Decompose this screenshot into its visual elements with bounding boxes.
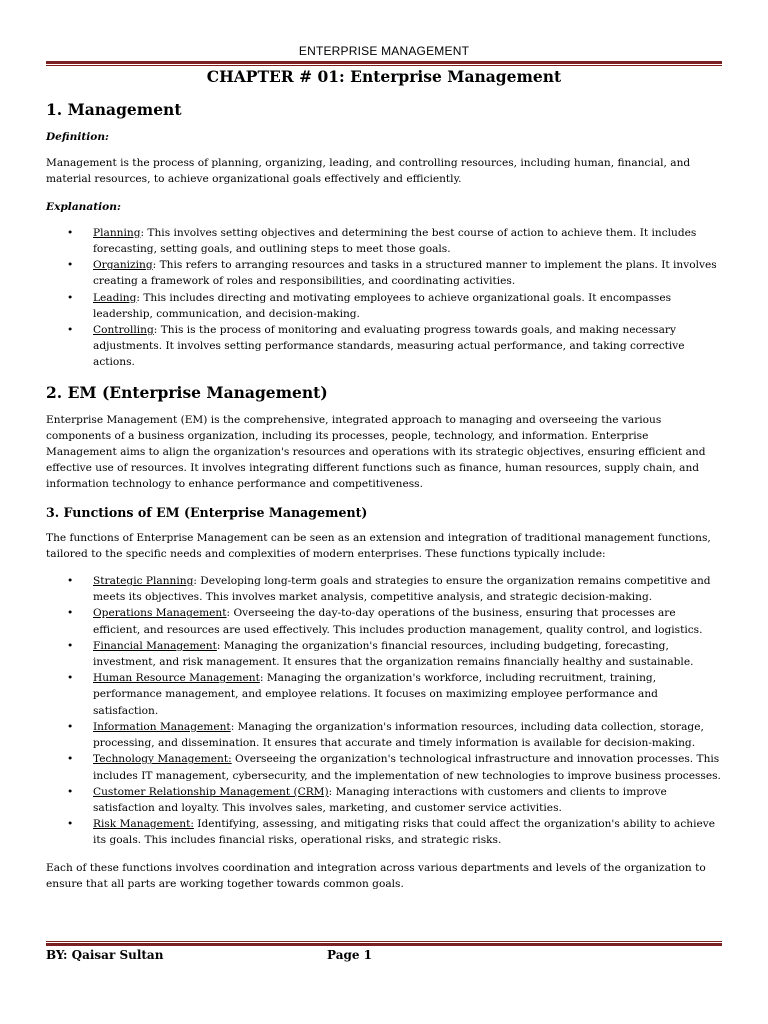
list-item (46, 638, 722, 670)
bullet-icon: • (67, 639, 74, 652)
list-item-text: : Overseeing the day-to-day operations of the business, ensuring that processes are efficient, and resources are used effectively. This includes production management, quality control, and logistics. (93, 607, 703, 636)
list-item-term: Controlling (93, 324, 154, 337)
list-item-text: : Managing the organization's financial resources, including budgeting, forecasting, investment, and risk management. It ensures that the organization remains financially healthy and sustainable. (93, 639, 694, 669)
explanation-label: Explanation: (46, 200, 121, 213)
bullet-icon: • (67, 672, 74, 685)
list-item (46, 257, 722, 289)
footer-author: BY: Qaisar Sultan (46, 948, 164, 962)
list-item (46, 719, 722, 751)
list-item (46, 290, 722, 322)
footer-rule (46, 941, 722, 946)
list-item-text: : This includes directing and motivating employees to achieve organizational goals. It encompasses leadership, communication, and decision-making. (93, 291, 672, 320)
list-item-text: Identifying, assessing, and mitigating risks that could affect the organization's ability to achieve its goals. This includes financial risks, operational risks, and strategic risks. (93, 818, 716, 847)
bullet-icon: • (67, 818, 74, 831)
closing-paragraph: Each of these functions involves coordination and integration across various departments and levels of the organization to ensure that all parts are working together towards common goals. (46, 861, 706, 890)
em-functions-list (46, 573, 722, 848)
list-item-term: Leading (93, 291, 137, 304)
list-item-text: : This involves setting objectives and determining the best course of action to achieve them. It includes forecasting, setting goals, and outlining steps to meet those goals. (93, 226, 697, 256)
bullet-icon: • (67, 785, 74, 798)
management-functions-list (46, 225, 722, 371)
document-body (46, 66, 722, 903)
list-item-text: : Managing the organization's workforce, including recruitment, training, performance management, and employee relations. It focuses on maximizing employee performance and satisfaction. (93, 672, 658, 717)
bullet-icon: • (67, 291, 74, 304)
list-item (46, 573, 722, 605)
list-item (46, 322, 722, 371)
chapter-title: CHAPTER # 01: Enterprise Management (206, 67, 562, 86)
list-item-term: Organizing (93, 259, 153, 272)
list-item (46, 225, 722, 257)
list-item-term: Operations Management (93, 607, 227, 620)
section-heading-functions: 3. Functions of EM (Enterprise Management) (46, 504, 368, 520)
list-item-text: Overseeing the organization's technological infrastructure and innovation processes. This includes IT management, cybersecurity, and the implementation of new technologies to improve business processes. (93, 753, 721, 782)
section-heading-management: 1. Management (46, 100, 182, 119)
functions-intro-paragraph: The functions of Enterprise Management can be seen as an extension and integration of traditional management functions, tailored to the specific needs and complexities of modern enterprises. These functions typically include: (46, 531, 711, 560)
list-item-term: Financial Management (93, 639, 217, 652)
list-item (46, 605, 722, 637)
list-item-text: : This refers to arranging resources and tasks in a structured manner to implement the plans. It involves creating a framework of roles and responsibilities, and coordinating activities. (93, 259, 717, 288)
list-item (46, 751, 722, 783)
list-item-term: Information Management (93, 720, 231, 733)
list-item-term: Human Resource Management (93, 672, 260, 685)
list-item (46, 816, 722, 848)
list-item-text: : This is the process of monitoring and evaluating progress towards goals, and making necessary adjustments. It involves setting performance standards, measuring actual performance, and taking corrective actions. (93, 324, 685, 369)
list-item-term: Risk Management: (93, 818, 194, 831)
list-item-term: Planning (93, 226, 141, 239)
definition-label: Definition: (46, 131, 109, 143)
section-heading-em: 2. EM (Enterprise Management) (46, 382, 328, 402)
bullet-icon: • (67, 720, 74, 733)
list-item-text: : Developing long-term goals and strategies to ensure the organization remains competitive and meets its objectives. This involves market analysis, competitive analysis, and strategic decision-making. (93, 575, 711, 604)
bullet-icon: • (67, 324, 74, 337)
list-item-term: Customer Relationship Management (CRM) (93, 785, 329, 798)
list-item-text: : Managing interactions with customers and clients to improve satisfaction and loyalty. This involves sales, marketing, and customer service activities. (93, 785, 667, 814)
list-item (46, 784, 722, 816)
list-item-term: Technology Management: (93, 753, 232, 766)
bullet-icon: • (67, 607, 74, 620)
bullet-icon: • (67, 226, 74, 239)
list-item-text: : Managing the organization's information resources, including data collection, storage, processing, and dissemination. It ensures that accurate and timely information is available for decision-making. (93, 720, 704, 750)
definition-paragraph: Management is the process of planning, organizing, leading, and controlling resources, including human, financial, and material resources, to achieve organizational goals effectively and efficiently. (46, 157, 691, 186)
list-item (46, 670, 722, 719)
em-paragraph: Enterprise Management (EM) is the comprehensive, integrated approach to managing and overseeing the various components of a business organization, including its processes, people, technology, and information. Enterprise Management aims to align the organization's resources and operations with its strategic objectives, ensuring efficient and effective use of resources. It involves integrating different functions such as finance, human resources, supply chain, and information technology to enhance performance and competitiveness. (46, 413, 706, 491)
bullet-icon: • (67, 259, 74, 272)
list-item-term: Strategic Planning (93, 575, 194, 588)
bullet-icon: • (67, 753, 74, 766)
bullet-icon: • (67, 575, 74, 588)
running-header: ENTERPRISE MANAGEMENT (298, 44, 470, 58)
footer-page-number: Page 1 (327, 948, 373, 962)
